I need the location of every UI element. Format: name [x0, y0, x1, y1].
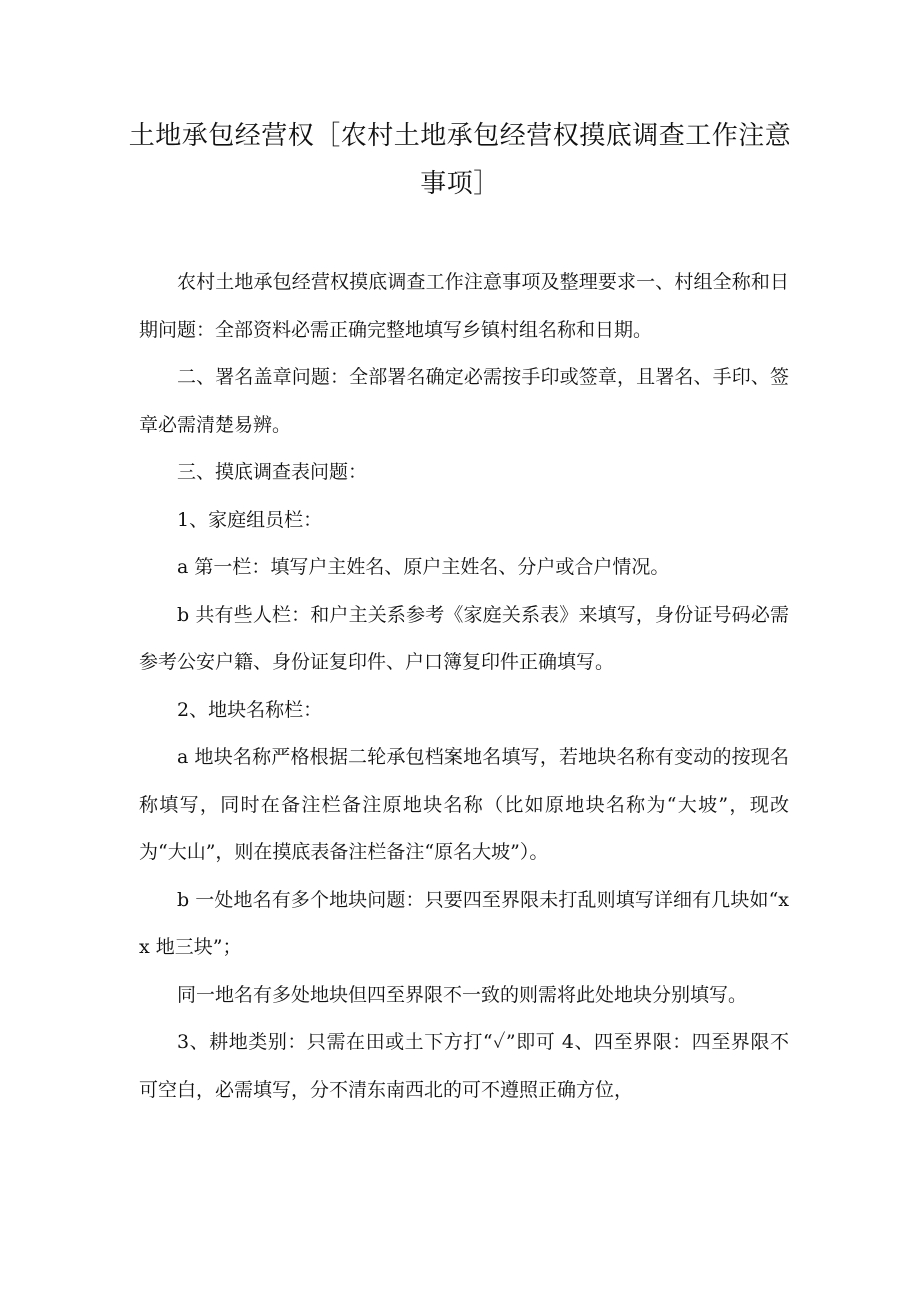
paragraph-signature: 二、署名盖章问题：全部署名确定必需按手印或签章，且署名、手印、签章必需清楚易辨。 [139, 366, 789, 436]
document-title: 土地承包经营权［农村土地承包经营权摸底调查工作注意事项］ [128, 121, 792, 199]
paragraph-survey-heading: 三、摸底调查表问题： [177, 461, 368, 483]
paragraph-family-a: a 第一栏：填写户主姓名、原户主姓名、分户或合户情况。 [177, 556, 670, 578]
paragraph-intro: 农村土地承包经营权摸底调查工作注意事项及整理要求一、村组全称和日期问题：全部资料必需正确完整地填写乡镇村组名称和日期。 [139, 271, 789, 341]
paragraph-plot-c: 同一地名有多处地块但四至界限不一致的则需将此处地块分别填写。 [177, 983, 748, 1006]
paragraph-family-heading: 1、家庭组员栏： [177, 508, 323, 531]
paragraph-family-b: b 共有些人栏：和户主关系参考《家庭关系表》来填写，身份证号码必需参考公安户籍、身份证复印件、户口簿复印件正确填写。 [139, 603, 789, 673]
paragraph-plot-heading: 2、地块名称栏： [177, 698, 323, 721]
paragraph-plot-a: a 地块名称严格根据二轮承包档案地名填写，若地块名称有变动的按现名称填写，同时在备注栏备注原地块名称（比如原地块名称为“大坡”，现改为“大山”，则在摸底表备注栏备注“原名大坡”）。 [139, 746, 789, 863]
document-body [139, 259, 789, 1114]
paragraph-land-type: 3、耕地类别：只需在田或土下方打“✓”即可 4、四至界限：四至界限不可空白，必需填写，分不清东南西北的可不遵照正确方位， [139, 1031, 789, 1101]
paragraph-plot-b: b 一处地名有多个地块问题：只要四至界限未打乱则填写详细有几块如“xx 地三块”； [139, 888, 789, 958]
